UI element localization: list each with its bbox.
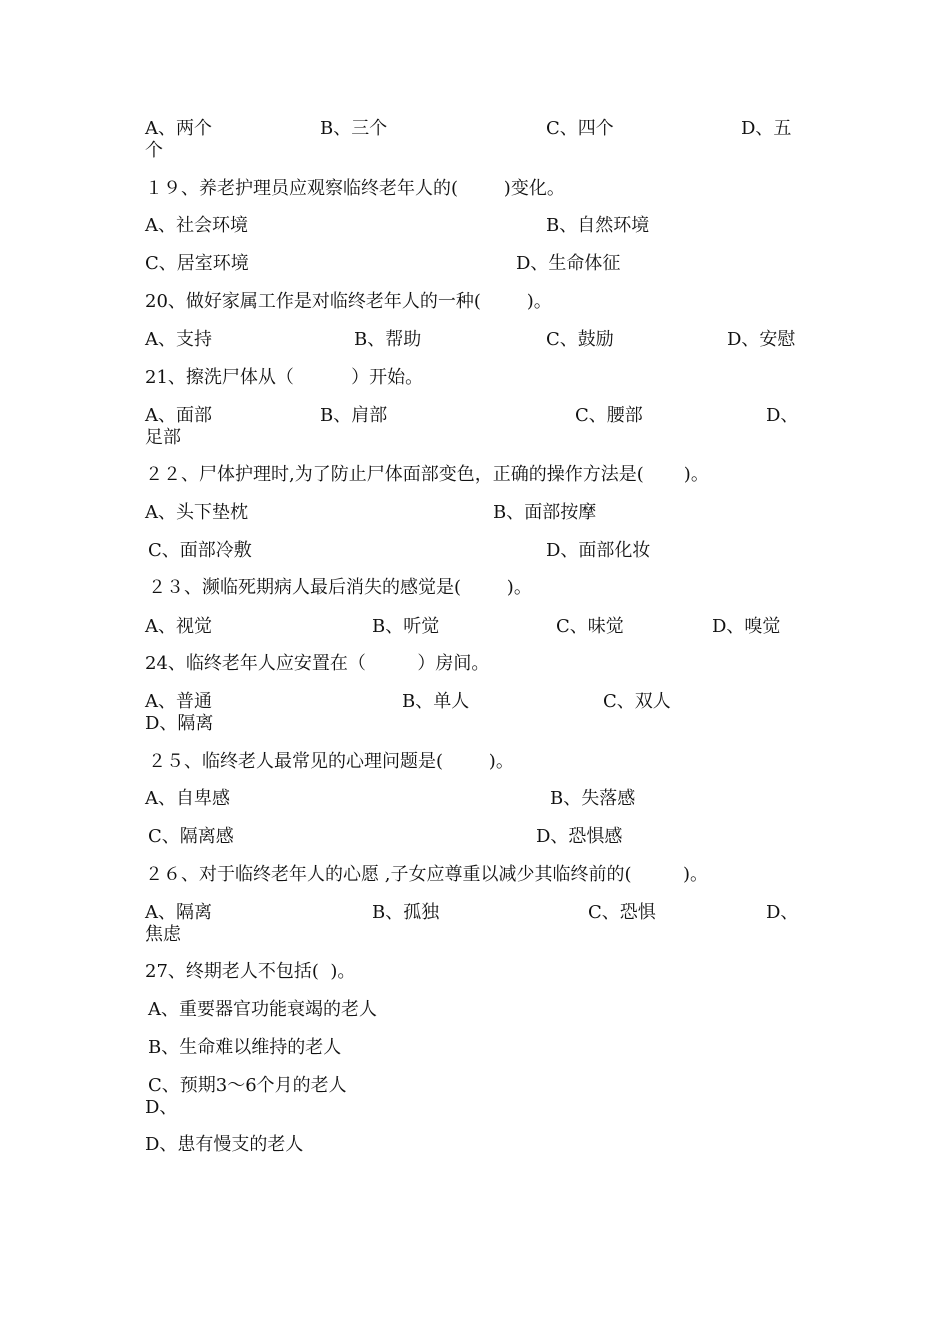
q22-option-a: A、头下垫枕 [145,502,248,523]
q19-option-c: C、居室环境 [145,253,249,274]
q27-stem: 27、终期老人不包括( )。 [145,961,356,982]
q27-option-b: B、生命难以维持的老人 [148,1037,342,1058]
q22-option-d: D、面部化妆 [546,540,651,561]
q25-option-a: A、自卑感 [145,788,230,809]
q18-option-d: D、五 [741,118,792,139]
q18-option-d-wrap: 个 [145,140,163,161]
q27-option-a: A、重要器官功能衰竭的老人 [148,999,377,1020]
q27-option-c-wrap: D、 [145,1097,178,1118]
q26-stem: ２６、对于临终老年人的心愿 ,子女应尊重以减少其临终前的( )。 [145,864,708,885]
q24-option-c: C、双人 [603,691,671,712]
q24-option-a: A、普通 [145,691,212,712]
q26-option-d: D、 [766,902,799,923]
q26-option-b: B、孤独 [372,902,440,923]
q19-option-a: A、社会环境 [145,215,248,236]
q25-option-d: D、恐惧感 [536,826,623,847]
q19-option-b: B、自然环境 [546,215,650,236]
q27-option-c: C、预期3～6个月的老人 [148,1075,347,1096]
q20-stem: 20、做好家属工作是对临终老年人的一种( )。 [145,291,552,312]
q23-option-c: C、味觉 [556,616,624,637]
q23-option-d: D、嗅觉 [712,616,781,637]
q20-option-c: C、鼓励 [546,329,614,350]
q25-option-c: C、隔离感 [148,826,234,847]
q23-option-a: A、视觉 [145,616,212,637]
q20-option-b: B、帮助 [354,329,422,350]
q23-stem: ２３、濒临死期病人最后消失的感觉是( )。 [148,577,532,598]
q18-option-b: B、三个 [320,118,388,139]
q21-option-d: D、 [766,405,799,426]
q27-option-d: D、患有慢支的老人 [145,1134,304,1155]
q26-option-a: A、隔离 [145,902,212,923]
q22-stem: ２２、尸体护理时,为了防止尸体面部变色，正确的操作方法是( )。 [145,464,709,485]
q20-option-a: A、支持 [145,329,212,350]
q24-option-d: D、隔离 [145,713,214,734]
q24-stem: 24、临终老年人应安置在（ ）房间。 [145,653,490,674]
q24-option-b: B、单人 [402,691,470,712]
q26-option-d-wrap: 焦虑 [145,924,181,945]
q22-option-c: C、面部冷敷 [148,540,252,561]
q25-option-b: B、失落感 [550,788,636,809]
q21-option-d-wrap: 足部 [145,427,181,448]
q18-option-a: A、两个 [145,118,212,139]
q22-option-b: B、面部按摩 [493,502,597,523]
q21-option-c: C、腰部 [575,405,643,426]
q23-option-b: B、听觉 [372,616,440,637]
q19-option-d: D、生命体征 [516,253,621,274]
q21-stem: 21、擦洗尸体从（ ）开始。 [145,367,424,388]
q25-stem: ２５、临终老人最常见的心理问题是( )。 [148,751,514,772]
q21-option-a: A、面部 [145,405,212,426]
q18-option-c: C、四个 [546,118,614,139]
q19-stem: １９、养老护理员应观察临终老年人的( )变化。 [145,178,565,199]
q26-option-c: C、恐惧 [588,902,656,923]
q20-option-d: D、安慰 [727,329,796,350]
q21-option-b: B、肩部 [320,405,388,426]
